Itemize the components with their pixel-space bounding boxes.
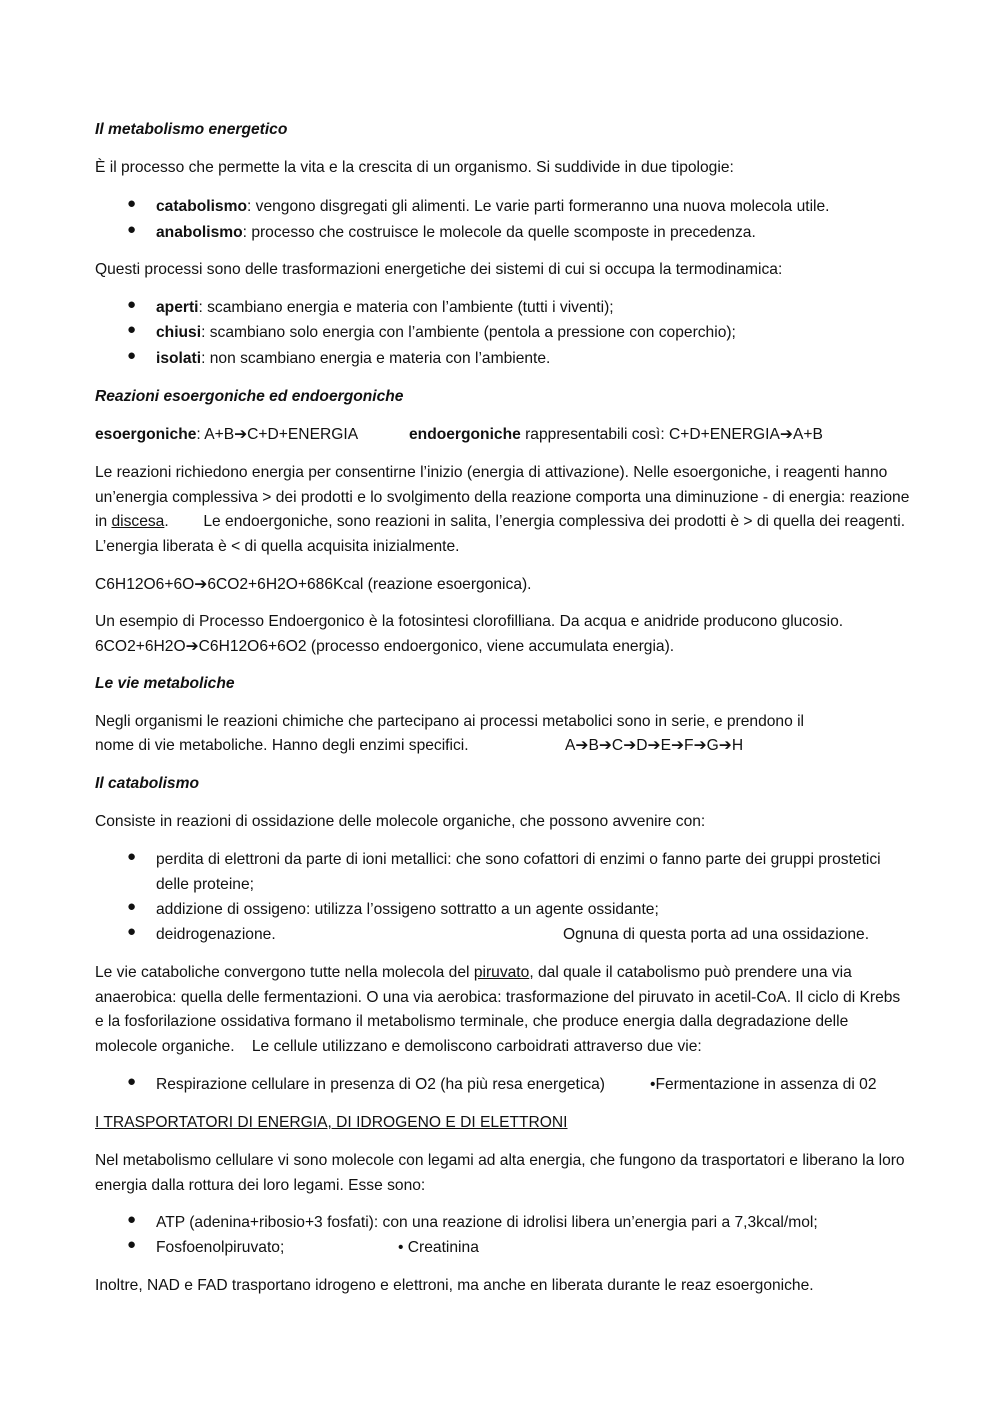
endo-formula: endoergoniche rappresentabili così: C+D+ENERGIA➔A+B [409,426,823,443]
bullet-icon: ● [127,923,137,940]
oxidation-note: Ognuna di questa porta ad una ossidazione. [563,926,870,943]
bullet-icon: ● [127,898,137,915]
paragraph-catabolismo-intro: Consiste in reazioni di ossidazione delle molecole organiche, che possono avvenire con: [95,813,706,830]
equation-esoergonica: C6H12O6+6O➔6CO2+6H2O+686Kcal (reazione esoergonica). [95,576,532,593]
reaction-chain: A➔B➔C➔D➔E➔F➔G➔H [565,737,744,754]
bullet-icon: ● [127,1211,137,1228]
bullet-icon: ● [127,848,137,865]
paragraph-fotosintesi: Un esempio di Processo Endoergonico è la fotosintesi clorofilliana. Da acqua e anidride producono glucosio. 6CO2+6H2O➔C6H12O6+6O2 (processo endoergonico, viene accumulata energia). [95,613,844,655]
section-title-trasportatori: I TRASPORTATORI DI ENERGIA, DI IDROGENO E DI ELETTRONI [95,1114,568,1131]
paragraph-systems-intro: Questi processi sono delle trasformazioni energetiche dei sistemi di cui si occupa la termodinamica: [95,261,783,278]
paragraph-vie-line1: Negli organismi le reazioni chimiche che partecipano ai processi metabolici sono in serie, e prendono il [95,713,805,730]
bullet-icon: ● [127,321,137,338]
bullet-icon: ● [127,1236,137,1253]
bullet-icon: ● [127,347,137,364]
paragraph-energia: Le reazioni richiedono energia per consentirne l’inizio (energia di attivazione). Nelle esoergoniche, i reagenti hanno un’energia complessiva > dei prodotti e lo svolgimento della reazione comporta una diminuzione - di energia: reazione in discesa. Le endoergoniche, sono reazioni in salita, l’energia complessiva dei prodotti è > di quella dei reagenti. L’energia liberata è < di quella acquisita inizialmente. [95,464,914,555]
eso-formula: esoergoniche: A+B➔C+D+ENERGIA [95,426,359,443]
document-page: Il metabolismo energetico È il processo che permette la vita e la crescita di un organismo. Si suddivide in due tipologie: ● catabolismo: vengono disgregati gli alimenti. Le varie parti formeranno una nuova molecola utile. ● anabolismo: processo che costruisce le molecole da quelle scomposte in precedenza. Questi processi sono delle trasformazioni energetiche dei sistemi di cui si occupa la termodinamica: ● aperti: scambiano energia e materia con l’ambiente (tutti i viventi); ● chiusi: scambiano solo energia con l’ambiente (pentola a pressione con coperchio); ● isolati: non scambiano energia e materia con l’ambiente. Reazioni esoergoniche ed endoergoniche esoergoniche: A+B➔C+D+ENERGIA endoergoniche rappresentabili così: C+D+ENERGIA➔A+B Le reazioni richiedono energia per consentirne l’inizio (energia di attivazione). Nelle esoergoniche, i reagenti hanno un’energia complessiva > dei prodotti e lo svolgimento della reazione comporta una diminuzione - di energia: reazione in discesa. Le endoergoniche, sono reazioni in salita, l’energia complessiva dei prodotti è > di quella dei reagenti. L’energia liberata è < di quella acquisita inizialmente. C6H12O6+6O➔6CO2+6H2O+686Kcal (reazione esoergonica). Un esempio di Processo Endoergonico è la fotosintesi clorofilliana. Da acqua e anidride producono glucosio. 6CO2+6H2O➔C6H12O6+6O2 (processo endoergonico, viene accumulata energia). Le vie metaboliche Negli organismi le reazioni chimiche che partecipano ai processi metabolici sono in serie, e prendono il nome di vie metaboliche. Hanno degli enzimi specifici. A➔B➔C➔D➔E➔F➔G➔H Il catabolismo Consiste in reazioni di ossidazione delle molecole organiche, che possono avvenire con: ● perdita di elettroni da parte di ioni metallici: che sono cofattori di enzimi o fanno parte dei gruppi prostetici delle proteine; ● addizione di ossigeno: utilizza l’ossigeno sottratto a un agente ossidante; ● deidrogenazione. Ognuna di questa porta ad una ossidazione. Le vie cataboliche convergono tutte nella molecola del piruvato, dal quale il catabolismo può prendere una via anaerobica: quella delle fermentazioni. O una via aerobica: trasformazione del piruvato in acetil-CoA. Il ciclo di Krebs e la fosforilazione ossidativa formano il metabolismo terminale, che produce energia dalla degradazione delle molecole organiche. Le cellule utilizzano e demoliscono carboidrati attraverso due vie: ● Respirazione cellulare in presenza di O2 (ha più resa energetica) •Fermentazione in assenza di 02 I TRASPORTATORI DI ENERGIA, DI IDROGENO E DI ELETTRONI Nel metabolismo cellulare vi sono molecole con legami ad alta energia, che fungono da trasportatori e liberano la loro energia dalla rottura dei loro legami. Esse sono: ● ATP (adenina+ribosio+3 fosfati): con una reazione di idrolisi libera un’energia pari a 7,3kcal/mol; ● Fosfoenolpiruvato; • Creatinina Inoltre, NAD e FAD trasportano idrogeno e elettroni, ma anche en liberata durante le reaz esoergoniche. [0,0,1000,1415]
paragraph-vie-line2: nome di vie metaboliche. Hanno degli enzimi specifici. [95,737,469,754]
section-title-catabolismo: Il catabolismo [95,775,199,792]
bullet-icon: ● [127,296,137,313]
bullet-icon: ● [127,195,137,212]
paragraph-nad-fad: Inoltre, NAD e FAD trasportano idrogeno e elettroni, ma anche en liberata durante le reaz esoergoniche. [95,1277,814,1294]
creatinina-item: • Creatinina [398,1239,479,1256]
paragraph-trasportatori: Nel metabolismo cellulare vi sono molecole con legami ad alta energia, che fungono da trasportatori e liberano la loro energia dalla rottura dei loro legami. Esse sono: [95,1152,905,1194]
section-title-metabolismo: Il metabolismo energetico [95,121,288,138]
bullet-icon: ● [127,1073,137,1090]
section-title-vie: Le vie metaboliche [95,675,235,692]
paragraph-intro: È il processo che permette la vita e la crescita di un organismo. Si suddivide in due tipologie: [95,159,734,176]
fermentation-item: •Fermentazione in assenza di 02 [650,1076,877,1093]
paragraph-piruvato: Le vie cataboliche convergono tutte nella molecola del piruvato, dal quale il catabolismo può prendere una via anaerobica: quella delle fermentazioni. O una via aerobica: trasformazione del piruvato in acetil-CoA. Il ciclo di Krebs e la fosforilazione ossidativa formano il metabolismo terminale, che produce energia dalla degradazione delle molecole organiche. Le cellule utilizzano e demoliscono carboidrati attraverso due vie: [95,964,905,1055]
section-title-reazioni: Reazioni esoergoniche ed endoergoniche [95,388,404,405]
bullet-icon: ● [127,221,137,238]
